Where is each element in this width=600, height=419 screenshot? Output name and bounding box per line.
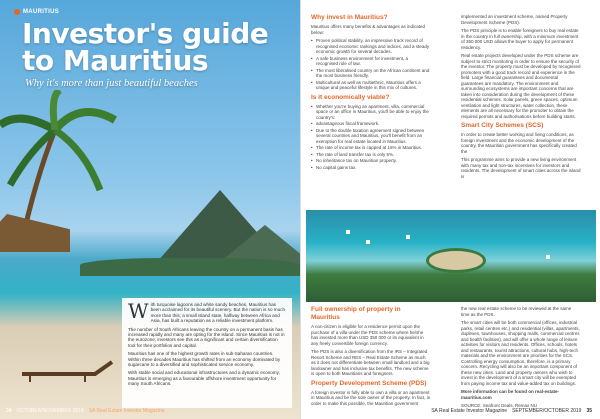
publication-name: SA Real Estate Investor Magazine (431, 408, 508, 414)
list-item: • Due to the double taxation agreement signed between several countries and Mauritius, you'll benefit from an exemption for real estate located in Mauritius. (311, 128, 431, 145)
section-dot-icon (14, 9, 20, 15)
list-item: • advantageous fiscal framework. (311, 121, 431, 127)
benefits-list (311, 38, 431, 91)
paragraph: A foreign investor is fully able to own a villa or an apartment in Mauritius and be the sole owner of the property. In fact, in order to make this possible, the Mauritian government (311, 389, 431, 406)
more-info-text (461, 389, 581, 400)
list-item: • Whether you're buying an apartment, villa, commercial space or an office in Mauritius, you'll be able to enjoy the country's: (311, 104, 431, 121)
list-item: • No inheritance tax on Mauritian property. (311, 158, 431, 164)
paragraph: The smart cities will be both commercial (offices, industrial parks, retail centres etc.) and residential (villas, apartments, duplexes, townhouses, shopping malls, commercial centres and health facilities), and will offer a whole range of leisure activities for visitors and residents. Offices, schools, hotels and restaurants, tourist attractions, cultural hubs, high-tech materials and the environment are priorities for the SCS. Controlling energy consumption, therefore, is a primary concern. Recycling will also be an important component of these new cities. Land and property owners who wish to invest in the development of a smart city will be exempted from paying income tax and value-added tax on buildings. (461, 320, 580, 386)
section-heading: Property Development Scheme (PDS) (311, 379, 427, 387)
list-item: • The rate of land transfer tax is only 5%. (311, 152, 431, 158)
intro-paragraph: The number of South Africans leaving the country on a permanent basis has increased rapidly and many are opting for the island. Since Mauritius is not in the eurozone, investors see this as a significant and certain diversification tool for their portfolios and capital. (128, 326, 285, 348)
section-tag (14, 9, 59, 15)
treeline-image (80, 258, 300, 276)
boats-image (346, 230, 350, 234)
section-tag-label: MAURITIUS (23, 9, 60, 15)
list-item: • The most liberalised country on the African continent and the most business friendly. (311, 68, 431, 79)
paragraph: The PDS principle is to enable foreigners to buy real estate in the country in full ownership, with a minimum investment of 350 000 USD allows the buyer to apply for permanent residency. (461, 28, 579, 50)
intro-paragraph: ith turquoise lagoons and white sandy beaches, Mauritius has been acclaimed for its beautiful scenery. But the nation is so much more than this; a small island state, halfway between Africa and Asia, has built a reputation as a reliable investment platform. (150, 302, 286, 324)
list-item: • Proven political stability, an impressive track record of recognised economic rankings and indices, and a steady economic growth for several decades. (311, 38, 431, 55)
column-3 (311, 306, 431, 409)
more-info-link[interactable]: More information can be found on real-estate-mauritius.com (461, 389, 560, 400)
paragraph: implemented an investment scheme, named Property Development Scheme (PDS). (461, 14, 568, 25)
article-subhead: Why it's more than just beautiful beaches (25, 78, 198, 89)
column-2 (461, 14, 581, 182)
list-item: • The rate of income tax is capped at 15% in Mauritius. (311, 145, 431, 151)
island-image (426, 248, 486, 273)
column-4 (461, 306, 581, 412)
list-item: • No capital gains tax. (311, 165, 431, 171)
drop-cap: W (128, 299, 149, 323)
section-heading: Full ownership of property in Mauritius (311, 306, 401, 321)
paragraph: This programme aims to provide a new living environment with many tax and non-tax incentives for investors and residents. The development of smart cities across the island is (461, 157, 581, 179)
publication-name: SA Real Estate Investor Magazine (88, 408, 165, 414)
viability-list (311, 104, 431, 171)
paragraph: The PDS is also a diversification from the IRS – Integrated Resort Scheme and RES – Real Estate Scheme as much as it does not differentiate between small landlord and a big landowner and has inclusive tax benefits. The new scheme is open to both Mauritians and foreigners. (311, 349, 430, 376)
list-item: • Multicultural as well as multiethnic, Mauritius offers a unique and peaceful lifestyle in this mix of cultures. (311, 80, 431, 91)
section-heading: Smart City Schemes (SCS) (461, 122, 544, 129)
issue-date: SEPTEMBER/OCTOBER 2019 (512, 408, 582, 414)
section-heading: Why invest in Mauritius? (311, 14, 388, 21)
list-item: • A safe business environment for investment, a recognised rule of law. (311, 56, 431, 67)
paragraph: A non-citizen is eligible for a residence permit upon the purchase of a villa under the PDS scheme where he/she has invested more than USD 350 000 or its equivalent in any freely convertible foreign currency. (311, 324, 424, 346)
article-headline: Investor's guide to Mauritius (22, 17, 269, 77)
paragraph: In order to create better working and living conditions, as foreign investment and the economic development of the country, the Mauritian government has specifically created the (461, 132, 577, 154)
source-credit: SOURCE: Seafront Deals, Remax NU (461, 403, 538, 408)
intro-text-box (122, 298, 292, 408)
page-number: 35 (586, 408, 592, 414)
right-page (300, 0, 600, 419)
column-1 (311, 14, 431, 173)
paragraph: Real estate projects developed under the PDS scheme are subject to strict monitoring in order to ensure the security of the investor. The property must be developed by recognised promoters with a good track record and experience in the field. Large financial guarantees and documental guarantees are mandatory. The environment and surrounding ecosystems are important concerns that are taken into consideration during the development of these residential schemes. Solar panels, green spaces, optimum ventilation and light structures, water collection, these elements are all necessary for the promoter to obtain the required permits and authorisations before building starts. (461, 53, 581, 119)
issue-date: OCTOBER/NOVEMBER 2019 (16, 408, 84, 414)
aerial-lagoon-photo (306, 210, 596, 302)
section-heading: Is it economically viable? (311, 93, 390, 101)
page-number: 34 (6, 408, 12, 414)
paragraph: the new real estate scheme to be reviewed at the same time as the PDS. (461, 306, 572, 317)
intro-paragraph: With stable social and educational infrastructures and a dynamic economy, Mauritius is emerging as a favourable offshore investment opportunity for many South Africans. (128, 370, 280, 387)
right-folio (431, 408, 592, 414)
left-folio (6, 408, 165, 414)
paragraph: Mauritius offers many benefits & advantages as indicated below: (311, 24, 425, 35)
sun-lounger-image (20, 360, 115, 382)
intro-paragraph: Mauritius has one of the highest growth rates in sub-Saharan countries. Within three decades Mauritius has shifted from an economy dominated by sugarcane to a diversified and sophisticated service economy. (128, 351, 281, 368)
